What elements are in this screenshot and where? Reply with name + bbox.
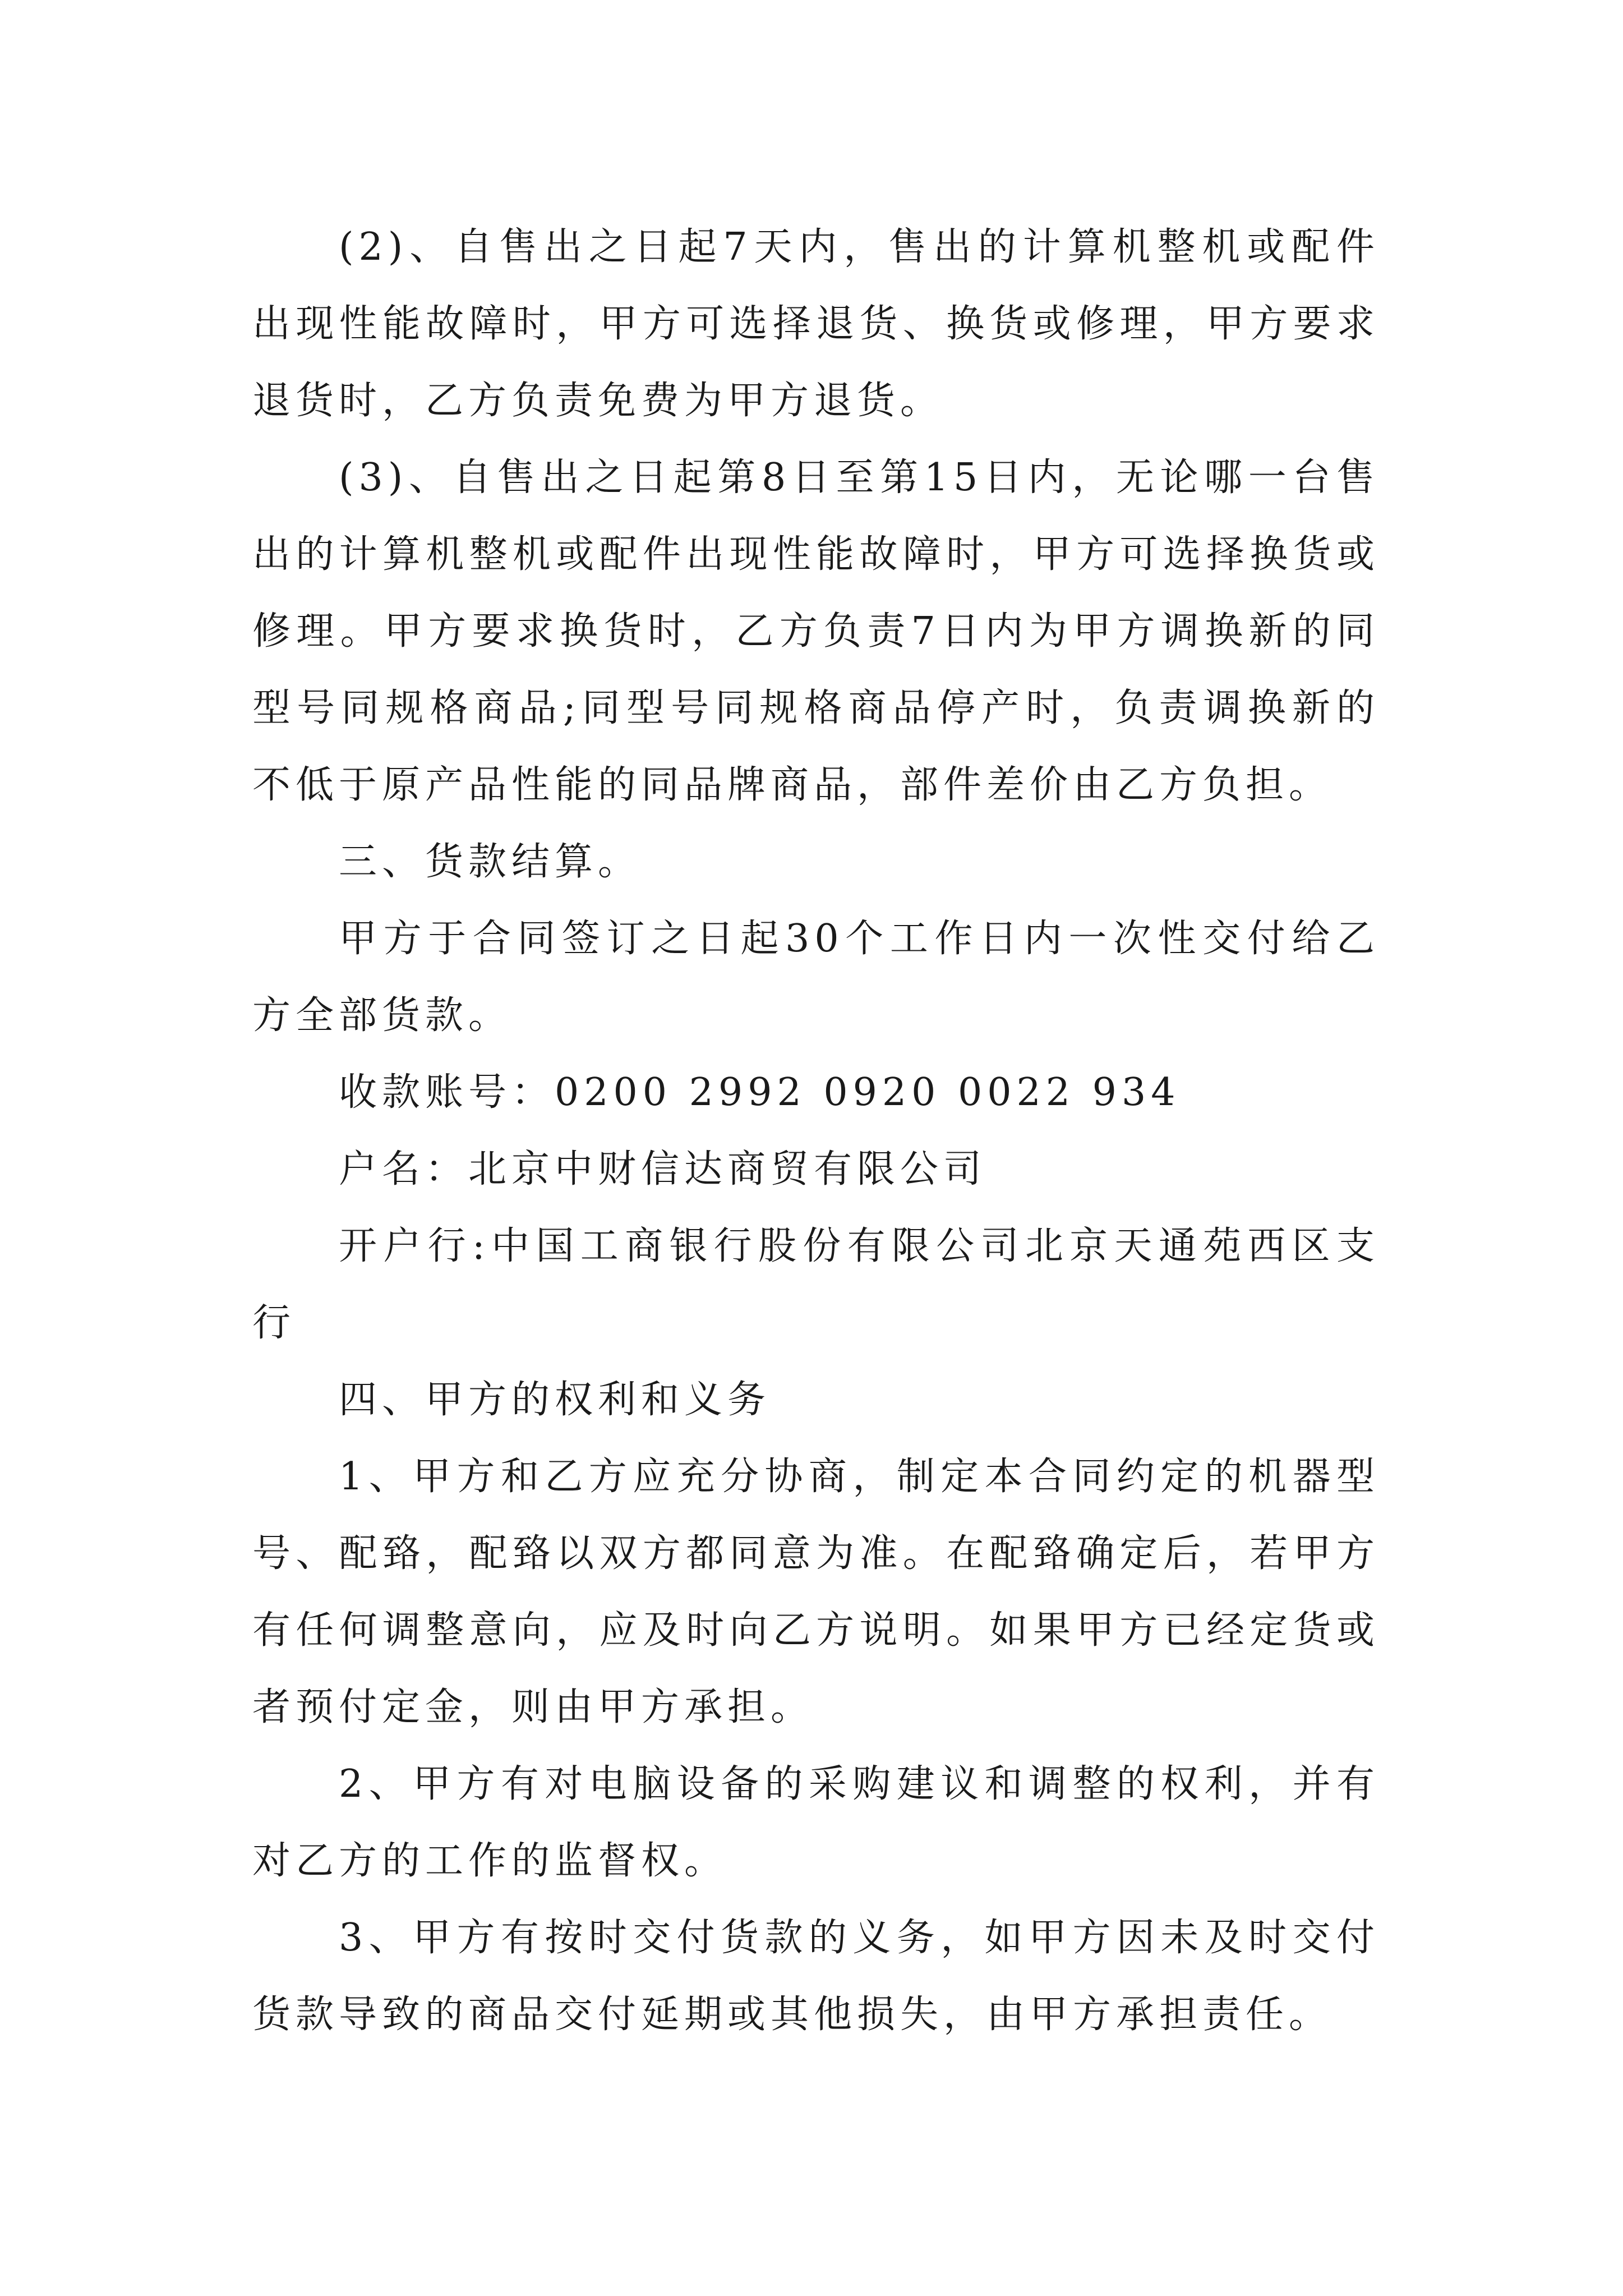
document-body [252, 209, 1380, 2053]
paragraph-right-2: 2、甲方有对电脑设备的采购建议和调整的权利，并有对乙方的工作的监督权。 [252, 1762, 1380, 1883]
account-holder-name: 户名：北京中财信达商贸有限公司 [339, 1147, 987, 1191]
paragraph-clause-2: (2)、自售出之日起7天内，售出的计算机整机或配件出现性能故障时，甲方可选择退货、换货或修理，甲方要求退货时，乙方负责免费为甲方退货。 [252, 225, 1380, 423]
paragraph-payment-terms: 甲方于合同签订之日起30个工作日内一次性交付给乙方全部货款。 [252, 917, 1380, 1038]
section-heading-party-a-rights: 四、甲方的权利和义务 [339, 1378, 771, 1422]
section-heading-payment: 三、货款结算。 [339, 840, 642, 884]
paragraph-right-3: 3、甲方有按时交付货款的义务，如甲方因未及时交付货款导致的商品交付延期或其他损失，由甲方承担责任。 [252, 1916, 1380, 2037]
bank-account-number: 收款账号：0200 2992 0920 0022 934 [339, 1070, 1181, 1115]
paragraph-right-1: 1、甲方和乙方应充分协商，制定本合同约定的机器型号、配臵，配臵以双方都同意为准。在配臵确定后，若甲方有任何调整意向，应及时向乙方说明。如果甲方已经定货或者预付定金，则由甲方承担。 [252, 1455, 1380, 1729]
paragraph-clause-3: (3)、自售出之日起第8日至第15日内，无论哪一台售出的计算机整机或配件出现性能故障时，甲方可选择换货或修理。甲方要求换货时，乙方负责7日内为甲方调换新的同型号同规格商品;同型号同规格商品停产时，负责调换新的不低于原产品性能的同品牌商品，部件差价由乙方负担。 [252, 455, 1380, 807]
bank-branch: 开户行:中国工商银行股份有限公司北京天通苑西区支行 [252, 1224, 1380, 1345]
